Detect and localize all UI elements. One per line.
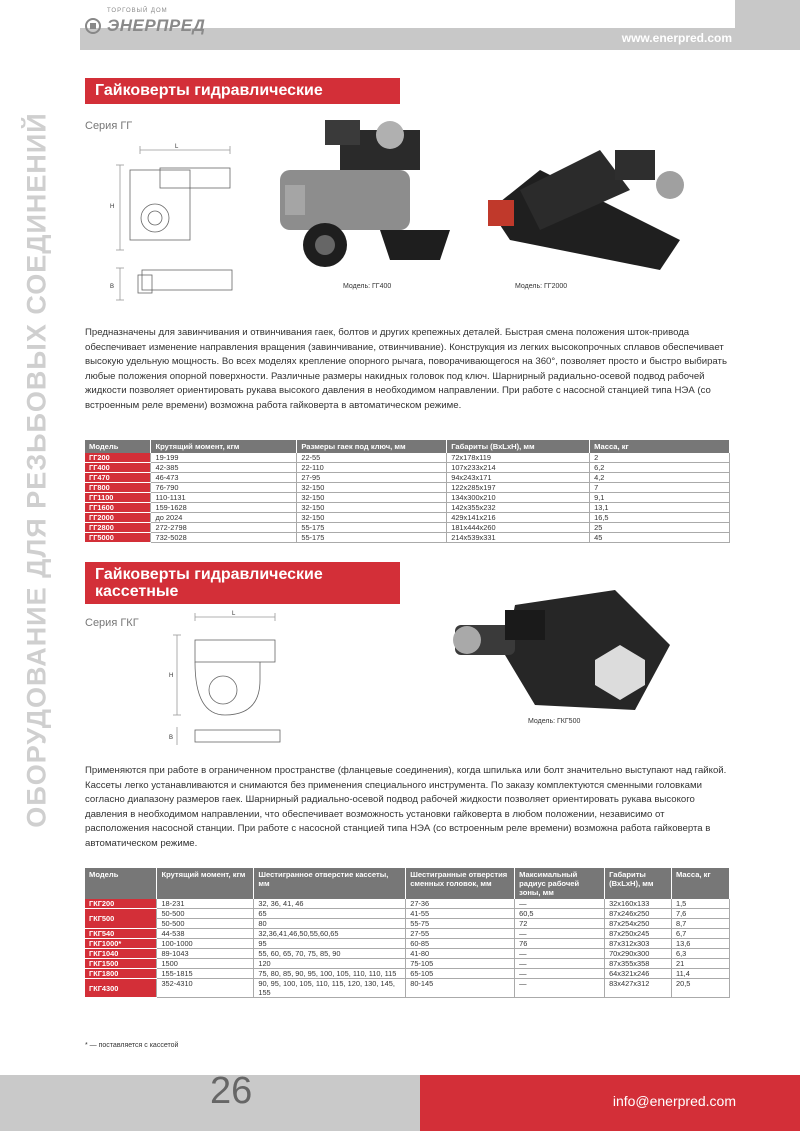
model-cell: ГКГ1040 <box>85 949 157 959</box>
table-cell: 181х444х260 <box>447 523 590 533</box>
table-cell: 45 <box>590 533 730 543</box>
table-cell: 22-110 <box>297 463 447 473</box>
table-cell: 20,5 <box>672 979 730 998</box>
section-title-gkg <box>85 562 400 604</box>
table-cell: 55, 60, 65, 70, 75, 85, 90 <box>254 949 406 959</box>
table-cell: 13,6 <box>672 939 730 949</box>
footnote: * — поставляется с кассетой <box>85 1042 179 1049</box>
table-row <box>85 979 730 998</box>
table-cell: 87х254х250 <box>605 919 672 929</box>
col-header: Максимальный радиус рабочей зоны, мм <box>515 868 605 899</box>
section-title-gg <box>85 78 400 104</box>
table-cell: 94х243х171 <box>447 473 590 483</box>
table-row <box>85 919 730 929</box>
side-vertical-title <box>8 60 66 880</box>
contact-email-link[interactable]: info@enerpred.com <box>612 1093 736 1109</box>
table-cell: 6,2 <box>590 463 730 473</box>
col-header: Масса, кг <box>672 868 730 899</box>
table-cell: 72х178х119 <box>447 453 590 463</box>
table-cell: 65 <box>254 909 406 919</box>
model-cell: ГГ1100 <box>85 493 151 503</box>
table-cell: 90, 95, 100, 105, 110, 115, 120, 130, 145, 155 <box>254 979 406 998</box>
table-row <box>85 533 730 543</box>
model-cell: ГГ470 <box>85 473 151 483</box>
table-cell: 64х321х246 <box>605 969 672 979</box>
table-cell: 155-1815 <box>157 969 254 979</box>
logo-tagline: ТОРГОВЫЙ ДОМ <box>107 8 168 14</box>
table-row <box>85 909 730 919</box>
dim-label-B: B <box>169 735 174 741</box>
table-cell: 80 <box>254 919 406 929</box>
model-cell: ГКГ200 <box>85 899 157 909</box>
table-cell: 55-175 <box>297 523 447 533</box>
table-cell: 50-500 <box>157 919 254 929</box>
table-cell: 70х290х300 <box>605 949 672 959</box>
logo-emblem-icon <box>85 18 101 34</box>
table-row <box>85 483 730 493</box>
section-title-line2: кассетные <box>95 583 179 600</box>
table-cell: 4,2 <box>590 473 730 483</box>
model-cell: ГГ2800 <box>85 523 151 533</box>
caption-gg400: Модель: ГГ400 <box>343 283 392 290</box>
table-cell: 41-80 <box>406 949 515 959</box>
col-header: Размеры гаек под ключ, мм <box>297 440 447 453</box>
col-header: Крутящий момент, кгм <box>157 868 254 899</box>
table-cell: 55-75 <box>406 919 515 929</box>
model-cell: ГГ200 <box>85 453 151 463</box>
table-cell: 75, 80, 85, 90, 95, 100, 105, 110, 110, 115 <box>254 969 406 979</box>
model-cell: ГГ1600 <box>85 503 151 513</box>
table-cell: 41-55 <box>406 909 515 919</box>
table-cell: 95 <box>254 939 406 949</box>
table-cell: 142х355х232 <box>447 503 590 513</box>
table-cell: — <box>515 929 605 939</box>
company-logo <box>85 8 206 38</box>
table-cell: 27-95 <box>297 473 447 483</box>
table-row <box>85 899 730 909</box>
table-cell: 25 <box>590 523 730 533</box>
section-title-text: Гайковерты гидравлические <box>95 82 323 99</box>
spec-table-gkg <box>85 868 730 998</box>
description-gg: Предназначены для завинчивания и отвинчивания гаек, болтов и других крепежных деталей. Быстрая смена положения шток-привода обеспечивает изменение направления вращения (завинчивание, отвинчивание). Конструкция из легких высокопрочных сплавов обеспечивает высокую удельную мощность. Во всех моделях крепление опорного рычага, поворачивающегося на 360°, позволяет просто и быстро выбирать любые положения опорной поверхности. Различные размеры накидных головок под ключ. Шарнирный радиально-осевой подвод рабочей жидкости позволяет ориентировать рукава высокого давления в необходимом направлении. При работе с насосной станцией типа НЭА (со встроенным реле времени) возможна работа гайковерта в автоматическом режиме. <box>85 327 727 411</box>
table-cell: 9,1 <box>590 493 730 503</box>
col-header: Модель <box>85 868 157 899</box>
table-cell: 55-175 <box>297 533 447 543</box>
table-cell: 18-231 <box>157 899 254 909</box>
series-label-gkg: Серия ГКГ <box>85 617 139 629</box>
table-cell: — <box>515 949 605 959</box>
table-cell: 87х355х358 <box>605 959 672 969</box>
table-cell: 27-55 <box>406 929 515 939</box>
dim-label-H: H <box>169 673 174 679</box>
table-cell: 32-150 <box>297 513 447 523</box>
section-title-line1: Гайковерты гидравлические <box>95 566 323 583</box>
dim-label-H: H <box>110 204 115 210</box>
table-cell: 72 <box>515 919 605 929</box>
table-cell: — <box>515 969 605 979</box>
table-cell: 13,1 <box>590 503 730 513</box>
table-row <box>85 929 730 939</box>
table-cell: 134х300х210 <box>447 493 590 503</box>
table-cell: 11,4 <box>672 969 730 979</box>
table-cell: 65-105 <box>406 969 515 979</box>
table-cell: 1500 <box>157 959 254 969</box>
col-header: Шестигранное отверстие кассеты, мм <box>254 868 406 899</box>
table-cell: 120 <box>254 959 406 969</box>
table-row <box>85 493 730 503</box>
table-cell: 83х427х312 <box>605 979 672 998</box>
description-gkg: Применяются при работе в ограниченном пространстве (фланцевые соединения), когда шпилька или болт значительно выступают над гайкой. Кассеты легко устанавливаются и снимаются без применения специального инструмента. По заказу комплектуются сменными головками согласно диапазону размеров гаек. Шарнирный радиально-осевой подвод рабочей жидкости позволяет ориентировать рукава высокого давления в необходимом направлении, что обеспечивает возможность установки гайковерта в любом положении, независимо от расположения насосной станции. При работе с насосной станцией типа НЭА (со встроенным реле времени) возможна работа гайковерта в автоматическом режиме. <box>85 765 727 849</box>
table-cell: 7 <box>590 483 730 493</box>
model-cell: ГГ5000 <box>85 533 151 543</box>
caption-gg2000: Модель: ГГ2000 <box>515 283 568 290</box>
col-header: Масса, кг <box>590 440 730 453</box>
table-cell: 87х246х250 <box>605 909 672 919</box>
table-cell: 8,7 <box>672 919 730 929</box>
table-row <box>85 473 730 483</box>
table-cell: 60-85 <box>406 939 515 949</box>
table-cell: 87х312х303 <box>605 939 672 949</box>
table-cell: 19-199 <box>151 453 297 463</box>
table-cell: 352-4310 <box>157 979 254 998</box>
table-cell: 50-500 <box>157 909 254 919</box>
header-corner-block <box>735 0 800 48</box>
table-cell: 214х539х331 <box>447 533 590 543</box>
table-cell: 21 <box>672 959 730 969</box>
col-header: Модель <box>85 440 151 453</box>
table-cell: 272-2798 <box>151 523 297 533</box>
model-cell: ГГ400 <box>85 463 151 473</box>
product-photo-gkg500 <box>445 585 675 715</box>
table-cell: 87х250х245 <box>605 929 672 939</box>
product-photo-gg400 <box>270 115 460 275</box>
table-cell: 32, 36, 41, 46 <box>254 899 406 909</box>
technical-drawing-gkg <box>165 605 305 755</box>
table-cell: — <box>515 959 605 969</box>
model-cell: ГКГ1500 <box>85 959 157 969</box>
dim-label-L: L <box>175 144 179 150</box>
table-row <box>85 959 730 969</box>
website-link[interactable]: www.enerpred.com <box>621 31 732 45</box>
logo-wordmark: ЭНЕРПРЕД <box>107 16 206 35</box>
table-header-row <box>85 440 730 453</box>
table-cell: 27-36 <box>406 899 515 909</box>
table-cell: 100-1000 <box>157 939 254 949</box>
col-header: Габариты (ВхLхН), мм <box>605 868 672 899</box>
table-cell: 32-150 <box>297 503 447 513</box>
model-cell: ГКГ540 <box>85 929 157 939</box>
table-cell: 42-385 <box>151 463 297 473</box>
side-title-text: ОБОРУДОВАНИЕ ДЛЯ РЕЗЬБОВЫХ СОЕДИНЕНИЙ <box>21 112 52 828</box>
table-cell: 429х141х216 <box>447 513 590 523</box>
table-cell: 22-55 <box>297 453 447 463</box>
table-cell: 60,5 <box>515 909 605 919</box>
table-row <box>85 949 730 959</box>
table-cell: 32-150 <box>297 493 447 503</box>
table-cell: — <box>515 899 605 909</box>
table-header-row <box>85 868 730 899</box>
dim-label-L: L <box>232 611 236 617</box>
table-cell: — <box>515 979 605 998</box>
table-row <box>85 523 730 533</box>
col-header: Габариты (ВхLxH), мм <box>447 440 590 453</box>
table-cell: 76-790 <box>151 483 297 493</box>
table-cell: 76 <box>515 939 605 949</box>
model-cell: ГГ800 <box>85 483 151 493</box>
table-row <box>85 503 730 513</box>
table-cell: 80-145 <box>406 979 515 998</box>
spec-table-gg <box>85 440 730 543</box>
table-row <box>85 513 730 523</box>
table-cell: 107х233х214 <box>447 463 590 473</box>
col-header: Крутящий момент, кгм <box>151 440 297 453</box>
table-cell: 32х160х133 <box>605 899 672 909</box>
table-row <box>85 969 730 979</box>
table-cell: 32-150 <box>297 483 447 493</box>
technical-drawing-gg <box>100 140 240 310</box>
caption-gkg500: Модель: ГКГ500 <box>528 718 581 725</box>
model-cell: ГКГ1000* <box>85 939 157 949</box>
table-cell: 1,5 <box>672 899 730 909</box>
table-cell: 7,6 <box>672 909 730 919</box>
table-cell: 6,3 <box>672 949 730 959</box>
dim-label-B: B <box>110 284 115 290</box>
model-cell: ГГ2000 <box>85 513 151 523</box>
model-cell: ГКГ1800 <box>85 969 157 979</box>
table-cell: 732-5028 <box>151 533 297 543</box>
table-cell: 2 <box>590 453 730 463</box>
table-cell: 44-538 <box>157 929 254 939</box>
table-cell: 16,5 <box>590 513 730 523</box>
table-cell: до 2024 <box>151 513 297 523</box>
footer-red-band <box>420 1075 800 1131</box>
table-cell: 75-105 <box>406 959 515 969</box>
table-cell: 89-1043 <box>157 949 254 959</box>
col-header: Шестигранные отверстия сменных головок, мм <box>406 868 515 899</box>
table-cell: 122х285х197 <box>447 483 590 493</box>
page-number: 26 <box>210 1070 253 1112</box>
table-cell: 32,36,41,46,50,55,60,65 <box>254 929 406 939</box>
table-row <box>85 939 730 949</box>
table-cell: 159-1628 <box>151 503 297 513</box>
table-row <box>85 463 730 473</box>
table-cell: 6,7 <box>672 929 730 939</box>
series-label-gg: Серия ГГ <box>85 120 133 132</box>
table-cell: 46-473 <box>151 473 297 483</box>
table-row <box>85 453 730 463</box>
model-cell: ГКГ500 <box>85 909 157 929</box>
product-photo-gg2000 <box>480 130 690 280</box>
model-cell: ГКГ4300 <box>85 979 157 998</box>
table-cell: 110-1131 <box>151 493 297 503</box>
